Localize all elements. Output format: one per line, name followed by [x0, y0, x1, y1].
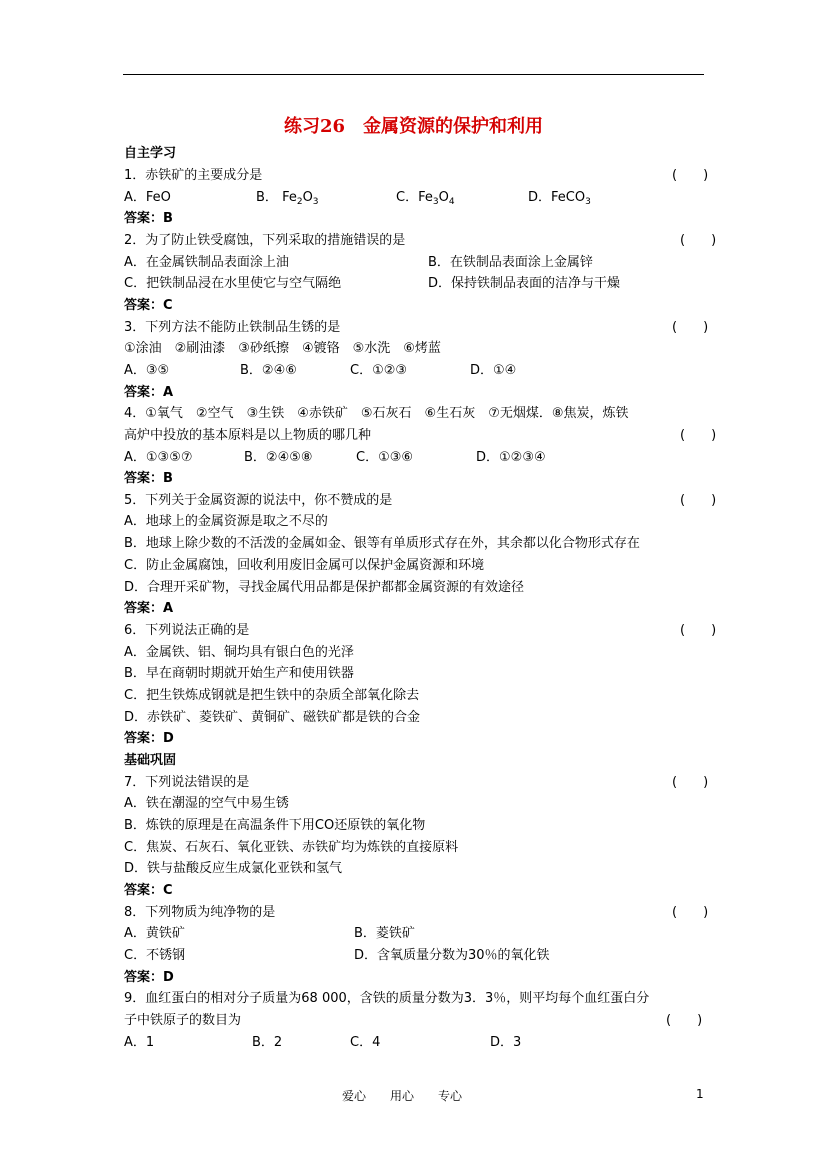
option-d: D．①②③④ [476, 450, 546, 465]
option-c: C．把铁制品浸在水里使它与空气隔绝 [124, 276, 342, 291]
answer-paren: ( ) [672, 320, 709, 335]
answer-paren: ( ) [680, 493, 717, 508]
option-a: A．地球上的金属资源是取之不尽的 [124, 514, 328, 529]
answer: 答案：C [124, 298, 173, 313]
option-d: D．①④ [470, 363, 517, 378]
option-b: B．炼铁的原理是在高温条件下用CO还原铁的氧化物 [124, 818, 426, 833]
header-rule [123, 74, 704, 75]
option-d: D．FeCO$_3$ [528, 190, 591, 207]
answer-paren: ( ) [672, 775, 709, 790]
answer: 答案：D [124, 731, 174, 746]
answer-paren: ( ) [672, 905, 709, 920]
option-b: B．地球上除少数的不活泼的金属如金、银等有单质形式存在外，其余都以化合物形式存在 [124, 536, 640, 551]
option-d: D．赤铁矿、菱铁矿、黄铜矿、磁铁矿都是铁的合金 [124, 710, 421, 725]
footer-motto: 爱心 用心 专心 [342, 1089, 463, 1103]
page-number: 1 [696, 1087, 704, 1101]
option-d: D．3 [490, 1035, 522, 1050]
option-d: D．保持铁制品表面的洁净与干燥 [428, 276, 621, 291]
question-stem: 5．下列关于金属资源的说法中，你不赞成的是 [124, 493, 393, 508]
answer-paren: ( ) [680, 233, 717, 248]
answer: 答案：C [124, 883, 173, 898]
question-stem: 4．①氧气 ②空气 ③生铁 ④赤铁矿 ⑤石灰石 ⑥生石灰 ⑦无烟煤．⑧焦炭，炼铁 [124, 406, 629, 421]
option-a: A．③⑤ [124, 363, 170, 378]
question-stem: 9．血红蛋白的相对分子质量为68 000，含铁的质量分数为3．3％，则平均每个血红蛋白分 [124, 991, 650, 1006]
option-c: C．4 [350, 1035, 381, 1050]
option-a: A．在金属铁制品表面涂上油 [124, 255, 289, 270]
option-d: D．铁与盐酸反应生成氯化亚铁和氢气 [124, 861, 343, 876]
question-stem: 7．下列说法错误的是 [124, 775, 250, 790]
option-c: C．把生铁炼成钢就是把生铁中的杂质全部氧化除去 [124, 688, 420, 703]
section-heading: 自主学习 [124, 146, 177, 161]
option-b: B．2 [252, 1035, 283, 1050]
question-stem: 2．为了防止铁受腐蚀，下列采取的措施错误的是 [124, 233, 406, 248]
option-c: C．①②③ [350, 363, 408, 378]
option-a: A．黄铁矿 [124, 926, 185, 941]
question-stem: 8．下列物质为纯净物的是 [124, 905, 276, 920]
option-c: C．不锈钢 [124, 948, 186, 963]
question-stem: 1．赤铁矿的主要成分是 [124, 168, 263, 183]
option-a: A．①③⑤⑦ [124, 450, 193, 465]
option-b: B．②④⑤⑧ [244, 450, 313, 465]
section-heading: 基础巩固 [124, 753, 177, 768]
option-a: A．1 [124, 1035, 155, 1050]
question-stem: 3．下列方法不能防止铁制品生锈的是 [124, 320, 341, 335]
item-list: ①涂油 ②刷油漆 ③砂纸擦 ④镀铬 ⑤水洗 ⑥烤蓝 [124, 341, 441, 356]
answer: 答案：A [124, 601, 174, 616]
option-b: B．在铁制品表面涂上金属锌 [428, 255, 593, 270]
option-d: D．合理开采矿物，寻找金属代用品都是保护都都金属资源的有效途径 [124, 580, 525, 595]
option-a: A．FeO [124, 190, 171, 205]
option-b: B．菱铁矿 [354, 926, 415, 941]
option-d: D．含氧质量分数为30％的氧化铁 [354, 948, 550, 963]
option-c: C．焦炭、石灰石、氧化亚铁、赤铁矿均为炼铁的直接原料 [124, 840, 459, 855]
option-a: A．金属铁、铝、铜均具有银白色的光泽 [124, 645, 354, 660]
option-a: A．铁在潮湿的空气中易生锈 [124, 796, 289, 811]
option-b: B．早在商朝时期就开始生产和使用铁器 [124, 666, 354, 681]
answer-paren: ( ) [680, 623, 717, 638]
option-c: C．$Fe_3O_4$ [396, 190, 455, 207]
page-title: 练习26 金属资源的保护和利用 [283, 116, 544, 137]
question-stem: 6．下列说法正确的是 [124, 623, 250, 638]
answer: 答案：D [124, 970, 174, 985]
question-stem-cont: 子中铁原子的数目为 [124, 1013, 242, 1028]
answer: 答案：B [124, 471, 173, 486]
option-b: B．②④⑥ [240, 363, 297, 378]
answer: 答案：A [124, 385, 174, 400]
question-stem-cont: 高炉中投放的基本原料是以上物质的哪几种 [124, 428, 372, 443]
answer: 答案：B [124, 211, 173, 226]
option-c: C．防止金属腐蚀，回收利用废旧金属可以保护金属资源和环境 [124, 558, 485, 573]
answer-paren: ( ) [666, 1013, 703, 1028]
option-c: C．①③⑥ [356, 450, 414, 465]
answer-paren: ( ) [680, 428, 717, 443]
answer-paren: ( ) [672, 168, 709, 183]
option-b: B． $Fe_2O_3$ [256, 190, 319, 207]
